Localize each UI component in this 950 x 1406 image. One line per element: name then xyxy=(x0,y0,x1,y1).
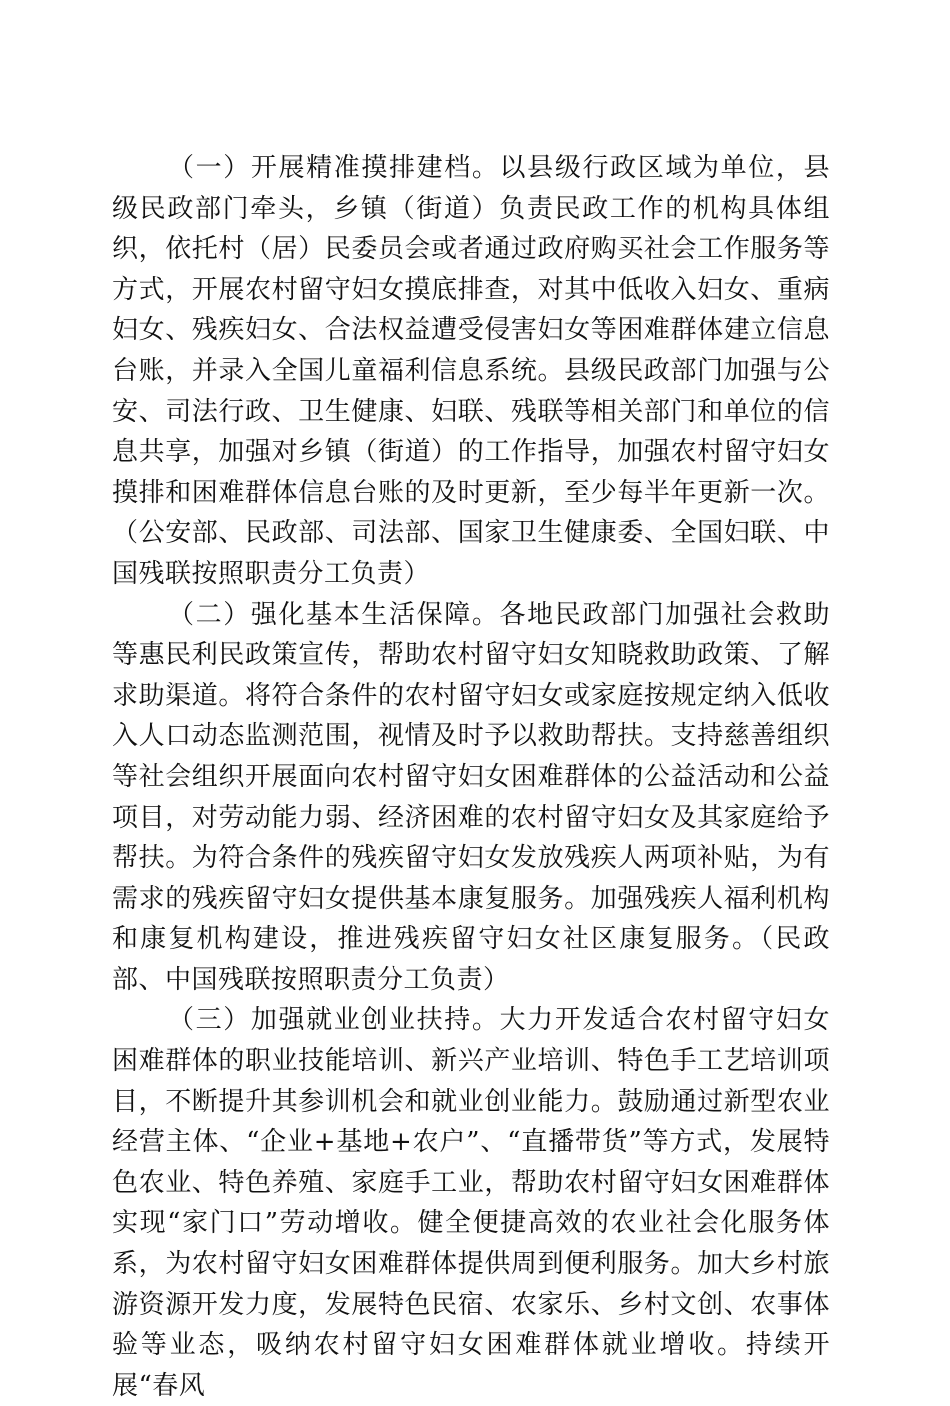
document-body xyxy=(112,148,830,1406)
paragraph-1: （一）开展精准摸排建档。以县级行政区域为单位，县级民政部门牵头，乡镇（街道）负责民政工作的机构具体组织，依托村（居）民委员会或者通过政府购买社会工作服务等方式，开展农村留守妇女摸底排查，对其中低收入妇女、重病妇女、残疾妇女、合法权益遭受侵害妇女等困难群体建立信息台账，并录入全国儿童福利信息系统。县级民政部门加强与公安、司法行政、卫生健康、妇联、残联等相关部门和单位的信息共享，加强对乡镇（街道）的工作指导，加强农村留守妇女摸排和困难群体信息台账的及时更新，至少每半年更新一次。（公安部、民政部、司法部、国家卫生健康委、全国妇联、中国残联按照职责分工负责） xyxy=(112,153,830,589)
paragraph-2: （二）强化基本生活保障。各地民政部门加强社会救助等惠民利民政策宣传，帮助农村留守妇女知晓救助政策、了解求助渠道。将符合条件的农村留守妇女或家庭按规定纳入低收入人口动态监测范围，视情及时予以救助帮扶。支持慈善组织等社会组织开展面向农村留守妇女困难群体的公益活动和公益项目，对劳动能力弱、经济困难的农村留守妇女及其家庭给予帮扶。为符合条件的残疾留守妇女发放残疾人两项补贴，为有需求的残疾留守妇女提供基本康复服务。加强残疾人福利机构和康复机构建设，推进残疾留守妇女社区康复服务。（民政部、中国残联按照职责分工负责） xyxy=(112,599,830,995)
paragraph-3: （三）加强就业创业扶持。大力开发适合农村留守妇女困难群体的职业技能培训、新兴产业培训、特色手工艺培训项目，不断提升其参训机会和就业创业能力。鼓励通过新型农业经营主体、“企业+基地+农户”、“直播带货”等方式，发展特色农业、特色养殖、家庭手工业，帮助农村留守妇女困难群体实现“家门口”劳动增收。健全便捷高效的农业社会化服务体系，为农村留守妇女困难群体提供周到便利服务。加大乡村旅游资源开发力度，发展特色民宿、农家乐、乡村文创、农事体验等业态，吸纳农村留守妇女困难群体就业增收。持续开展“春风 xyxy=(112,1005,830,1401)
